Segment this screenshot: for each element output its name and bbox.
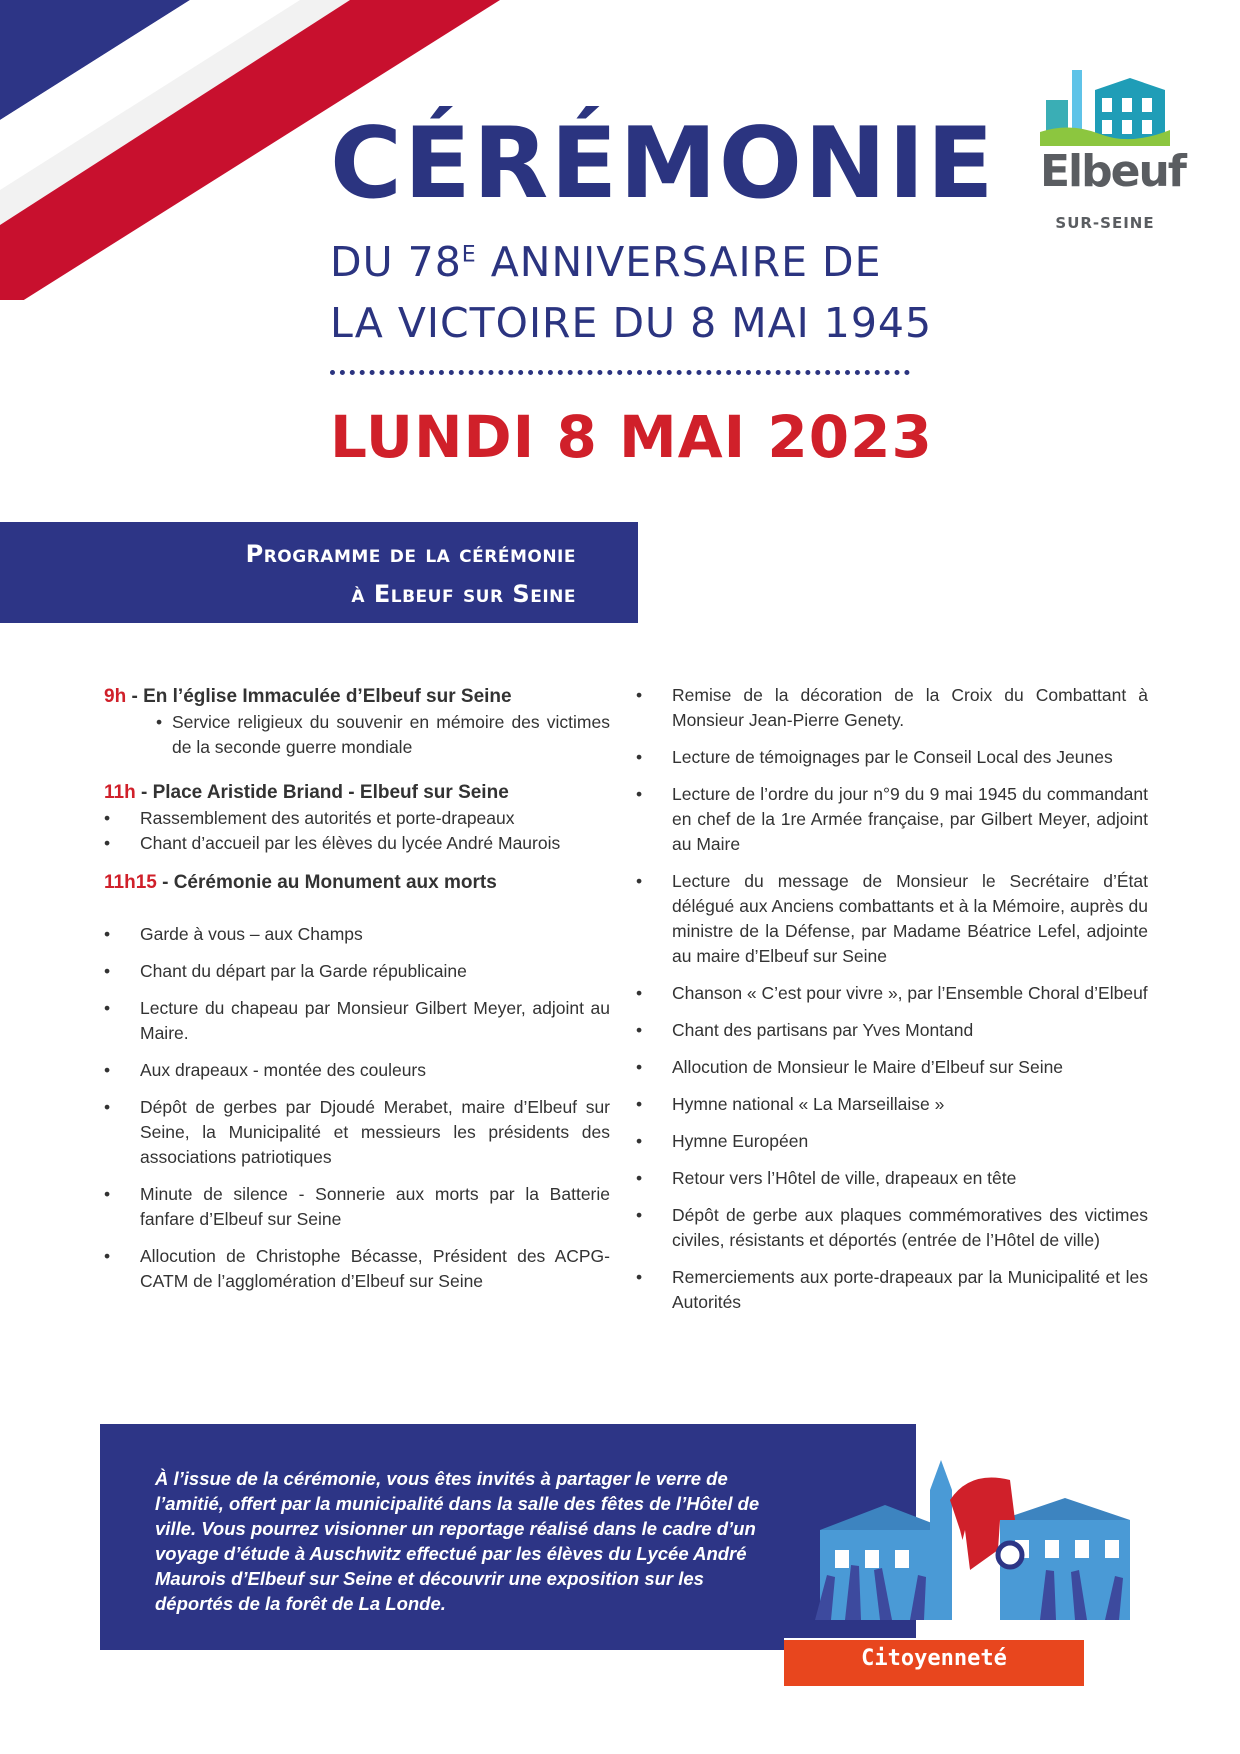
list-item: • Minute de silence - Sonnerie aux morts par la Batterie fanfare d’Elbeuf sur Seine (104, 1182, 610, 1232)
section-heading-11h: 11h - Place Aristide Briand - Elbeuf sur Seine (104, 782, 509, 803)
list-item: • Service religieux du souvenir en mémoire des victimes de la seconde guerre mondiale (104, 710, 610, 760)
list-item: • Chanson « C’est pour vivre », par l’Ensemble Choral d’Elbeuf (636, 981, 1148, 1006)
list-item: • Allocution de Christophe Bécasse, Président des ACPG-CATM de l’agglomération d’Elbeuf sur Seine (104, 1244, 610, 1294)
event-date: LUNDI 8 MAI 2023 (330, 403, 933, 471)
list-item: • Remerciements aux porte-drapeaux par la Municipalité et les Autorités (636, 1265, 1148, 1315)
list-item: • Dépôt de gerbes par Djoudé Merabet, maire d’Elbeuf sur Seine, la Municipalité et messieurs les présidents des associations patriotiques (104, 1095, 610, 1170)
banner-line-2: à Elbeuf sur Seine (351, 580, 576, 608)
list-item: • Hymne Européen (636, 1129, 1148, 1154)
program-right-column (636, 683, 1148, 1327)
list-item: • Lecture du chapeau par Monsieur Gilbert Meyer, adjoint au Maire. (104, 996, 610, 1046)
closing-text: À l’issue de la cérémonie, vous êtes invités à partager le verre de l’amitié, offert par la municipalité dans la salle des fêtes de l’Hôtel de ville. Vous pourrez visionner un reportage réalisé dans le cadre d’un voyage d’étude à Auschwitz effectué par les élèves du Lycée André Maurois d’Elbeuf sur Seine et découvrir une exposition sur les déportés de la forêt de La Londe. (155, 1468, 760, 1614)
list-item: • Lecture de témoignages par le Conseil Local des Jeunes (636, 745, 1148, 770)
list-item: • Chant du départ par la Garde républicaine (104, 959, 610, 984)
dotted-divider (330, 370, 910, 375)
list-item: • Rassemblement des autorités et porte-drapeaux (104, 806, 610, 831)
page-title: CÉRÉMONIE (330, 107, 996, 221)
banner-line-1: Programme de la cérémonie (245, 540, 576, 568)
subtitle-line-1: DU $78^E$ ANNIVERSAIRE DE (330, 238, 882, 286)
section-heading-11h15: 11h15 - Cérémonie au Monument aux morts (104, 872, 497, 893)
list-item: • Lecture du message de Monsieur le Secrétaire d’État délégué aux Anciens combattants et à la Mémoire, auprès du ministre de la Défense, par Madame Béatrice Lefel, adjointe au maire d’Elbeuf sur Seine (636, 869, 1148, 969)
list-item: • Allocution de Monsieur le Maire d’Elbeuf sur Seine (636, 1055, 1148, 1080)
list-item: • Chant des partisans par Yves Montand (636, 1018, 1148, 1043)
list-item: • Remise de la décoration de la Croix du Combattant à Monsieur Jean-Pierre Genety. (636, 683, 1148, 733)
ribbon-label: Citoyenneté (861, 1646, 1007, 1671)
list-item: • Lecture de l’ordre du jour n°9 du 9 mai 1945 du commandant en chef de la 1re Armée française, par Gilbert Meyer, adjoint au Maire (636, 782, 1148, 857)
subtitle-line-2: LA VICTOIRE DU 8 MAI 1945 (330, 299, 933, 347)
logo-name: Elbeuf (1040, 146, 1185, 197)
list-item: • Hymne national « La Marseillaise » (636, 1092, 1148, 1117)
section-heading-9h: 9h - En l’église Immaculée d’Elbeuf sur Seine (104, 686, 512, 707)
list-item: • Dépôt de gerbe aux plaques commémoratives des victimes civiles, résistants et déportés (entrée de l’Hôtel de ville) (636, 1203, 1148, 1253)
list-item: • Retour vers l’Hôtel de ville, drapeaux en tête (636, 1166, 1148, 1191)
logo-subtitle: SUR-SEINE (1055, 214, 1155, 232)
list-item: • Aux drapeaux - montée des couleurs (104, 1058, 610, 1083)
program-left-column (104, 684, 610, 1306)
list-item: • Garde à vous – aux Champs (104, 922, 610, 947)
list-item: • Chant d’accueil par les élèves du lycée André Maurois (104, 831, 610, 856)
